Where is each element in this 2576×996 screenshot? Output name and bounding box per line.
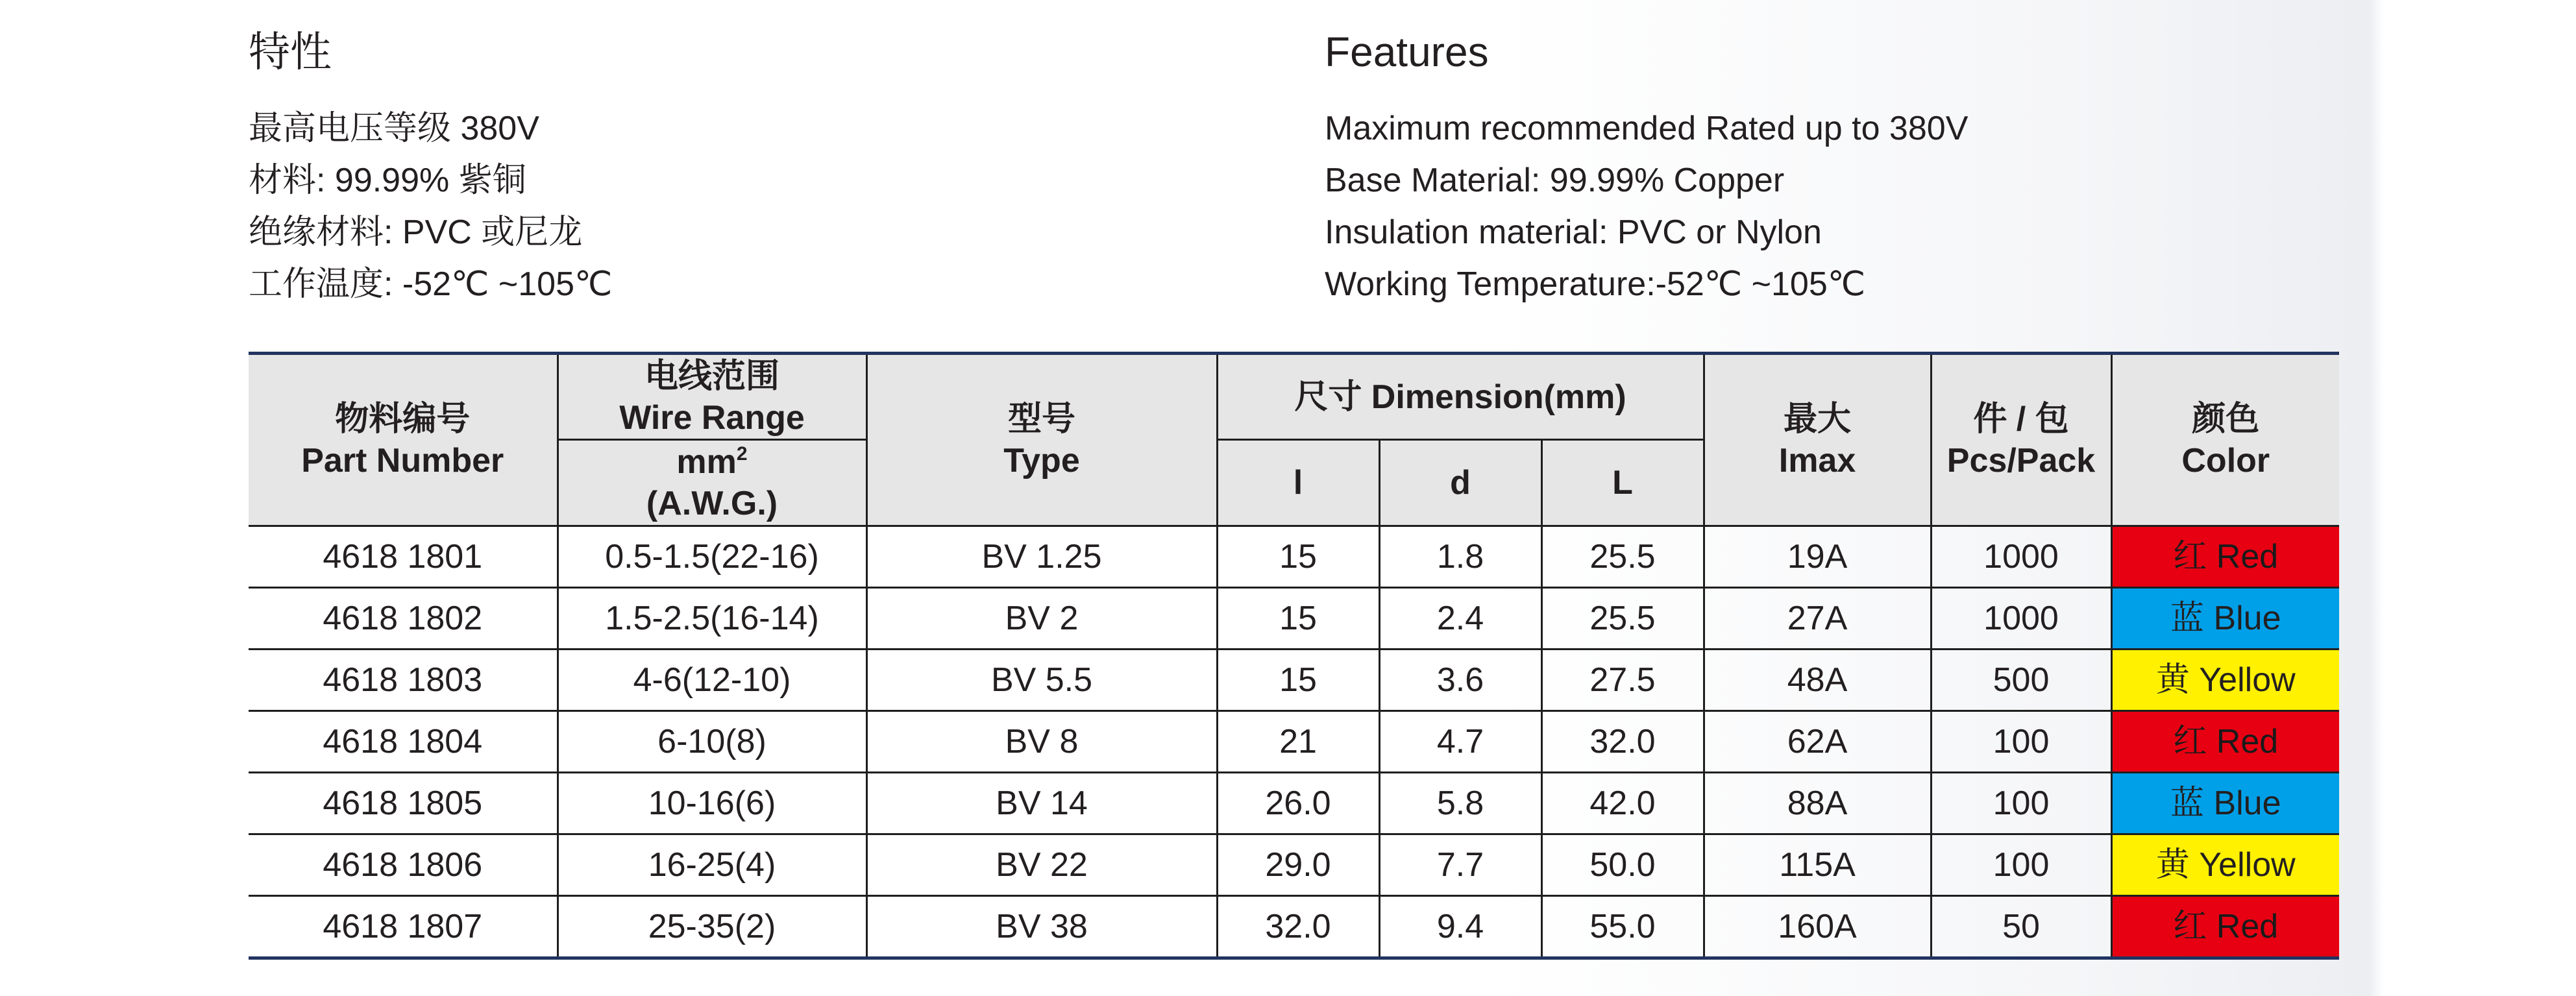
table-row: [249, 896, 2339, 958]
cell-pack: 1000: [1931, 526, 2111, 588]
header-dimension: 尺寸 Dimension(mm): [1217, 354, 1704, 440]
cell-part-number: 4618 1802: [249, 588, 558, 650]
header-pack-en: Pcs/Pack: [1946, 442, 2096, 480]
features-english: [1325, 26, 2298, 310]
cell-pack: 500: [1931, 650, 2111, 711]
cell-dim-L: 25.5: [1541, 588, 1704, 650]
header-type-en: Type: [1003, 442, 1080, 480]
cell-dim-l-small: 15: [1217, 650, 1379, 711]
cell-wire-range: 16-25(4): [558, 834, 866, 896]
cell-pack: 100: [1931, 834, 2111, 896]
header-awg: (A.W.G.): [646, 485, 778, 522]
header-part-number-cn: 物料编号: [335, 400, 471, 438]
header-pack: [1931, 354, 2111, 526]
header-color: [2111, 354, 2339, 526]
cell-imax: 88A: [1704, 773, 1931, 834]
feature-line-voltage-cn: 最高电压等级 380V: [249, 110, 539, 147]
header-type-cn: 型号: [1007, 400, 1075, 438]
header-part-number: [249, 354, 558, 526]
cell-type: BV 8: [866, 711, 1217, 773]
cell-type: BV 22: [866, 834, 1217, 896]
cell-wire-range: 6-10(8): [558, 711, 866, 773]
header-dim-L: L: [1541, 440, 1704, 526]
cell-dim-L: 42.0: [1541, 773, 1704, 834]
cell-dim-l-small: 21: [1217, 711, 1379, 773]
cell-dim-L: 32.0: [1541, 711, 1704, 773]
header-imax-cn: 最大: [1784, 400, 1852, 438]
cell-dim-L: 50.0: [1541, 834, 1704, 896]
cell-pack: 100: [1931, 711, 2111, 773]
cell-color: 红 Red: [2111, 526, 2339, 588]
header-type: [866, 354, 1217, 526]
cell-wire-range: 10-16(6): [558, 773, 866, 834]
cell-dim-l-small: 26.0: [1217, 773, 1379, 834]
features-chinese: [249, 26, 1222, 310]
cell-imax: 160A: [1704, 896, 1931, 958]
cell-type: BV 5.5: [866, 650, 1217, 711]
cell-imax: 62A: [1704, 711, 1931, 773]
cell-color: 黄 Yellow: [2111, 834, 2339, 896]
cell-pack: 100: [1931, 773, 2111, 834]
cell-part-number: 4618 1804: [249, 711, 558, 773]
cell-type: BV 2: [866, 588, 1217, 650]
cell-dim-l-small: 32.0: [1217, 896, 1379, 958]
table-row: [249, 711, 2339, 773]
cell-imax: 48A: [1704, 650, 1931, 711]
feature-line-material-cn: 材料: 99.99% 紫铜: [249, 162, 526, 199]
table-row: [249, 650, 2339, 711]
header-color-cn: 颜色: [2192, 400, 2260, 438]
cell-type: BV 1.25: [866, 526, 1217, 588]
features-title-cn: 特性: [249, 29, 332, 75]
header-wire-range-cn: 电线范围: [644, 357, 779, 395]
header-dim-d: d: [1379, 440, 1541, 526]
cell-color: 红 Red: [2111, 711, 2339, 773]
header-part-number-en: Part Number: [301, 442, 504, 480]
cell-dim-d: 2.4: [1379, 588, 1541, 650]
feature-line-material-en: Base Material: 99.99% Copper: [1325, 162, 1785, 199]
table-row: [249, 773, 2339, 834]
cell-pack: 1000: [1931, 588, 2111, 650]
cell-dim-d: 5.8: [1379, 773, 1541, 834]
cell-type: BV 14: [866, 773, 1217, 834]
cell-dim-d: 4.7: [1379, 711, 1541, 773]
cell-imax: 115A: [1704, 834, 1931, 896]
cell-dim-l-small: 15: [1217, 526, 1379, 588]
cell-dim-L: 27.5: [1541, 650, 1704, 711]
header-unit-superscript: 2: [736, 443, 748, 465]
header-imax: [1704, 354, 1931, 526]
features-title-en: Features: [1325, 29, 1489, 75]
header-wire-range: [558, 354, 866, 440]
cell-imax: 19A: [1704, 526, 1931, 588]
cell-dim-d: 7.7: [1379, 834, 1541, 896]
cell-dim-d: 9.4: [1379, 896, 1541, 958]
feature-line-temperature-en: Working Temperature:-52℃ ~105℃: [1325, 265, 1866, 303]
cell-dim-L: 55.0: [1541, 896, 1704, 958]
table-row: [249, 588, 2339, 650]
cell-part-number: 4618 1805: [249, 773, 558, 834]
feature-line-voltage-en: Maximum recommended Rated up to 380V: [1325, 110, 1969, 147]
cell-dim-d: 3.6: [1379, 650, 1541, 711]
table-row: [249, 526, 2339, 588]
cell-color: 红 Red: [2111, 896, 2339, 958]
header-wire-range-en: Wire Range: [619, 398, 805, 437]
cell-part-number: 4618 1807: [249, 896, 558, 958]
cell-part-number: 4618 1806: [249, 834, 558, 896]
feature-line-insulation-en: Insulation material: PVC or Nylon: [1325, 213, 1822, 251]
cell-part-number: 4618 1803: [249, 650, 558, 711]
cell-pack: 50: [1931, 896, 2111, 958]
table-row: [249, 834, 2339, 896]
feature-line-temperature-cn: 工作温度: -52℃ ~105℃: [249, 265, 613, 303]
feature-line-insulation-cn: 绝缘材料: PVC 或尼龙: [249, 213, 583, 251]
cell-wire-range: 0.5-1.5(22-16): [558, 526, 866, 588]
cell-dim-l-small: 15: [1217, 588, 1379, 650]
cell-wire-range: 1.5-2.5(16-14): [558, 588, 866, 650]
cell-color: 蓝 Blue: [2111, 773, 2339, 834]
cell-wire-range: 25-35(2): [558, 896, 866, 958]
cell-color: 蓝 Blue: [2111, 588, 2339, 650]
header-dim-l-small: l: [1217, 440, 1379, 526]
cell-part-number: 4618 1801: [249, 526, 558, 588]
cell-imax: 27A: [1704, 588, 1931, 650]
cell-wire-range: 4-6(12-10): [558, 650, 866, 711]
cell-type: BV 38: [866, 896, 1217, 958]
table-body: [249, 526, 2339, 958]
cell-dim-l-small: 29.0: [1217, 834, 1379, 896]
header-wire-range-unit: [558, 440, 866, 526]
spec-table: [249, 352, 2339, 960]
table-header: [249, 354, 2339, 526]
header-imax-en: Imax: [1778, 442, 1856, 480]
cell-dim-d: 1.8: [1379, 526, 1541, 588]
cell-color: 黄 Yellow: [2111, 650, 2339, 711]
cell-dim-L: 25.5: [1541, 526, 1704, 588]
header-color-en: Color: [2181, 442, 2270, 480]
header-pack-cn: 件 / 包: [1973, 400, 2069, 438]
header-unit-mm: mm: [676, 443, 737, 481]
